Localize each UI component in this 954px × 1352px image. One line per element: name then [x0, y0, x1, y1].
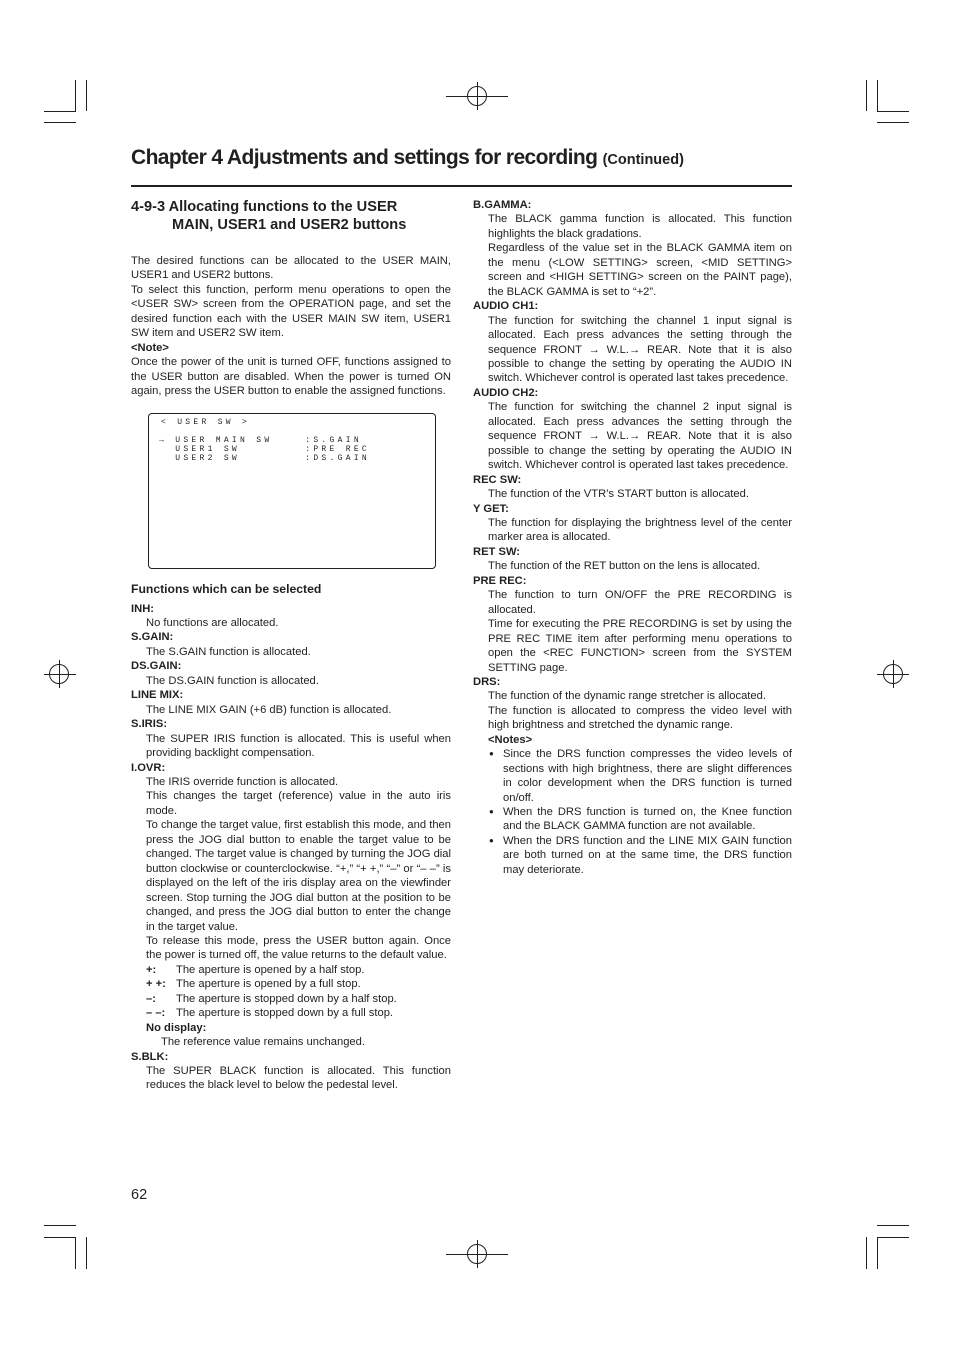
function-desc: The S.GAIN function is allocated.: [146, 645, 311, 658]
crop-mark: [877, 1237, 909, 1238]
symbol-row: + +: The aperture is opened by a full stop.: [146, 978, 361, 991]
function-desc: Regardless of the value set in the BLACK GAMMA item on the menu (<LOW SETTING> screen, <MID SETTING> screen and <HIGH SETTING> screen on the PAINT page), the BLACK GAMMA is set to “+2”.: [488, 242, 792, 298]
function-desc: The SUPER IRIS function is allocated. This is useful when providing backlight compensation.: [146, 732, 451, 760]
crop-mark: [86, 80, 87, 111]
crop-mark: [44, 1225, 76, 1226]
function-desc: No functions are allocated.: [146, 616, 279, 629]
crop-mark: [75, 1237, 76, 1269]
screen-row: → USER MAIN SW :S.GAIN: [159, 435, 362, 445]
function-desc: The IRIS override function is allocated.: [146, 775, 339, 788]
note-label: <Note>: [131, 341, 169, 354]
crop-mark: [866, 1237, 867, 1269]
section-title-line1: Allocating functions to the USER: [168, 199, 398, 215]
note-bullet: ● When the DRS function is turned on, the Knee function and the BLACK GAMMA function are not available.: [473, 805, 792, 834]
function-desc: The function for switching the channel 2 input signal is allocated. Each press advances the setting through the sequence FRONT → W.L.→ REAR. Note that it is also possible to change the setting by operating the AUDIO IN switch. Whichever control is operated last takes precedence.: [488, 401, 792, 472]
symbol-row: – –: The aperture is stopped down by a full stop.: [146, 1007, 394, 1020]
function-desc: This changes the target (reference) value in the auto iris mode.: [146, 790, 451, 817]
function-term: S.GAIN:: [131, 631, 174, 644]
function-term: S.BLK:: [131, 1050, 169, 1063]
function-term: B.GAMMA:: [473, 199, 532, 211]
screen-row: USER1 SW :PRE REC: [175, 444, 371, 454]
function-desc: The function of the VTR’s START button is allocated.: [488, 488, 749, 501]
chapter-title: [131, 146, 684, 170]
function-term: DRS:: [473, 675, 501, 688]
symbol-row: +: The aperture is opened by a half stop.: [146, 963, 365, 976]
function-term: Y GET:: [473, 502, 509, 515]
user-sw-menu-screen: [148, 413, 436, 569]
crop-mark: [75, 80, 76, 111]
function-desc: The function for switching the channel 1 input signal is allocated. Each press advances the setting through the sequence FRONT → W.L.→ REAR. Note that it is also possible to change the setting by operating the AUDIO IN switch. Whichever control is operated last takes precedence.: [488, 314, 792, 385]
crop-mark: [866, 80, 867, 111]
note-bullet: ● When the DRS function and the LINE MIX GAIN function are both turned on at the same time, the DRS function may deteriorate.: [473, 834, 792, 877]
function-desc: The BLACK gamma function is allocated. This function highlights the black gradations.: [488, 213, 792, 240]
page-number: 62: [131, 1187, 148, 1203]
section-title-line2: MAIN, USER1 and USER2 buttons: [172, 217, 407, 233]
function-desc: The function to turn ON/OFF the PRE RECORDING is allocated.: [488, 589, 792, 616]
crop-mark: [877, 111, 909, 112]
function-desc: The DS.GAIN function is allocated.: [146, 674, 319, 687]
section-number: 4-9-3: [131, 199, 166, 215]
screen-title: < USER SW >: [161, 417, 251, 427]
function-term: AUDIO CH1:: [473, 300, 539, 313]
note-text: Once the power of the unit is turned OFF, functions assigned to the USER button are disabled. When the power is turned ON again, press the USER button to enable the assigned functions.: [131, 356, 451, 398]
function-term: S.IRIS:: [131, 718, 168, 731]
registration-mark: [467, 1244, 487, 1264]
function-desc: The function is allocated to compress the video level with high brightness and stretched the dynamic range.: [488, 704, 792, 732]
function-desc: Time for executing the PRE RECORDING is set by using the PRE REC TIME item after performing menu operations to open the <REC FUNCTION> screen from the SYSTEM SETTING page.: [488, 618, 792, 674]
continued-label: (Continued): [602, 152, 684, 168]
function-term: RET SW:: [473, 545, 521, 558]
function-term: LINE MIX:: [131, 689, 184, 702]
crop-mark: [877, 122, 909, 123]
registration-mark: [49, 664, 69, 684]
function-term: INH:: [131, 602, 154, 615]
screen-row: USER2 SW :DS.GAIN: [175, 453, 371, 463]
symbol-row: –: The aperture is stopped down by a half stop.: [146, 992, 397, 1005]
function-term: PRE REC:: [473, 574, 527, 587]
function-term: DS.GAIN:: [131, 660, 182, 673]
crop-mark: [877, 1225, 909, 1226]
crop-mark: [44, 122, 76, 123]
function-desc: The SUPER BLACK function is allocated. This function reduces the black level to below the pedestal level.: [146, 1065, 451, 1092]
function-term: I.OVR:: [131, 761, 166, 774]
crop-mark: [44, 1237, 76, 1238]
note-bullet: ● Since the DRS function compresses the video levels of sections with high brightness, there are slight differences in color development when the DRS function is turned on/off.: [473, 747, 792, 805]
no-display-text: The reference value remains unchanged.: [161, 1036, 365, 1049]
registration-mark: [467, 86, 487, 106]
section-heading: [131, 198, 451, 234]
registration-mark: [883, 664, 903, 684]
function-desc: To change the target value, first establish this mode, and then press the JOG dial button to enable the target value to be changed. The target value is changed by turning the JOG dial button clockwise or counterclockwise. “+,” “+ +,” “–” or “– –” is displayed on the left of the iris display area on the viewfinder screen. Stop turning the JOG dial button at the position to be changed, and press the JOG dial button to enter the change in the target value.: [146, 819, 451, 933]
chapter-title-text: Chapter 4 Adjustments and settings for recording: [131, 146, 598, 169]
notes-label: <Notes>: [488, 733, 533, 746]
functions-heading: Functions which can be selected: [131, 581, 322, 596]
crop-mark: [86, 1237, 87, 1269]
function-desc: The function of the dynamic range stretcher is allocated.: [488, 690, 766, 703]
left-column: [131, 198, 451, 1093]
crop-mark: [44, 111, 76, 112]
intro-paragraph: The desired functions can be allocated to the USER MAIN, USER1 and USER2 buttons.: [131, 255, 451, 282]
header-rule: [131, 185, 792, 187]
right-column: [473, 198, 792, 877]
function-desc: The function of the RET button on the lens is allocated.: [488, 560, 761, 573]
function-desc: The function for displaying the brightness level of the center marker area is allocated.: [488, 516, 792, 544]
function-desc: The LINE MIX GAIN (+6 dB) function is allocated.: [146, 703, 392, 716]
function-term: AUDIO CH2:: [473, 386, 539, 399]
no-display-label: No display:: [146, 1021, 207, 1034]
instruction-paragraph: To select this function, perform menu operations to open the <USER SW> screen from the OPERATION page, and set the desired function each with the USER MAIN SW item, USER1 SW item and USER2 SW item.: [131, 283, 451, 340]
function-term: REC SW:: [473, 473, 522, 486]
crop-mark: [877, 1237, 878, 1269]
function-desc: To release this mode, press the USER button again. Once the power is turned off, the value returns to the default value.: [146, 934, 451, 962]
crop-mark: [877, 80, 878, 111]
